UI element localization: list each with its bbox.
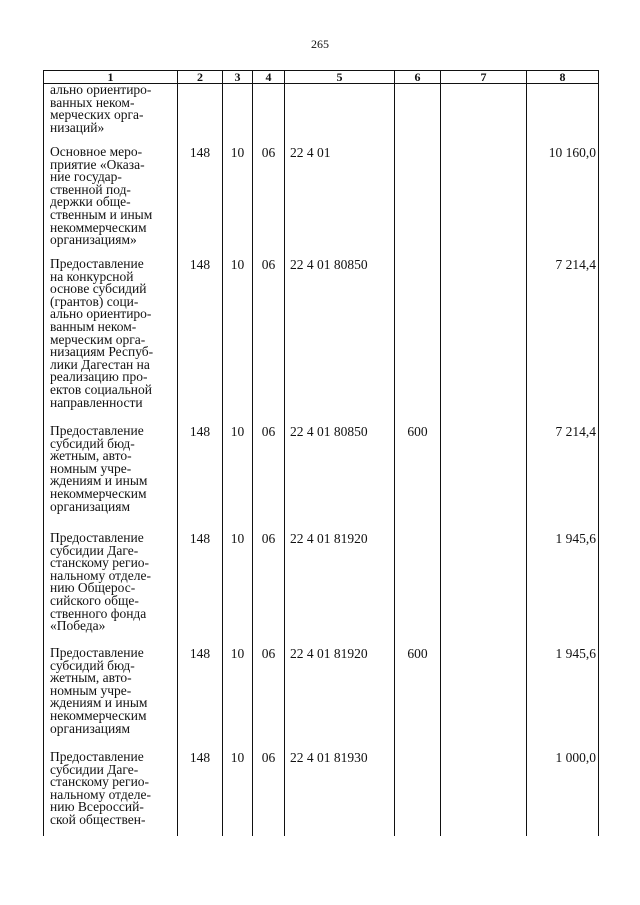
table-row bbox=[44, 647, 599, 751]
table-row bbox=[44, 425, 599, 532]
cell-c3: 10 bbox=[223, 425, 253, 532]
cell-c7 bbox=[441, 425, 527, 532]
cell-c6 bbox=[395, 258, 441, 425]
cell-c4: 06 bbox=[253, 751, 285, 836]
row-name: Основное меро- приятие «Оказа- ние государ- ственной под- держки обще- ственным и иным некоммерческим организациям» bbox=[50, 144, 153, 248]
cell-c5: 22 4 01 80850 bbox=[285, 425, 395, 532]
cell-c8: 7 214,4 bbox=[527, 425, 599, 532]
table-row bbox=[44, 258, 599, 425]
cell-c8 bbox=[527, 84, 599, 147]
row-name-cell bbox=[44, 146, 178, 258]
row-name-cell bbox=[44, 84, 178, 147]
table-row bbox=[44, 532, 599, 647]
column-header: 8 bbox=[527, 71, 599, 84]
cell-c8: 1 945,6 bbox=[527, 532, 599, 647]
cell-c2: 148 bbox=[178, 425, 223, 532]
cell-c5: 22 4 01 80850 bbox=[285, 258, 395, 425]
cell-c8: 7 214,4 bbox=[527, 258, 599, 425]
cell-c3: 10 bbox=[223, 146, 253, 258]
row-name: Предоставление субсидии Даге- станскому регио- нальному отделе- нию Общерос- сийского обще- ственного фонда «Победа» bbox=[50, 530, 151, 634]
cell-c2: 148 bbox=[178, 751, 223, 836]
cell-c4: 06 bbox=[253, 532, 285, 647]
cell-c7 bbox=[441, 84, 527, 147]
cell-c3: 10 bbox=[223, 647, 253, 751]
cell-c4 bbox=[253, 84, 285, 147]
cell-c5 bbox=[285, 84, 395, 147]
cell-c8: 10 160,0 bbox=[527, 146, 599, 258]
column-header: 1 bbox=[44, 71, 178, 84]
cell-c5: 22 4 01 bbox=[285, 146, 395, 258]
row-name-cell bbox=[44, 425, 178, 532]
column-header: 2 bbox=[178, 71, 223, 84]
cell-c2: 148 bbox=[178, 258, 223, 425]
cell-c4: 06 bbox=[253, 425, 285, 532]
row-name: ально ориентиро- ванных неком- мерческих орга- низаций» bbox=[50, 82, 152, 135]
column-header: 3 bbox=[223, 71, 253, 84]
cell-c4: 06 bbox=[253, 146, 285, 258]
page-number: 265 bbox=[311, 37, 329, 51]
cell-c3 bbox=[223, 84, 253, 147]
cell-c5: 22 4 01 81920 bbox=[285, 532, 395, 647]
table-row bbox=[44, 146, 599, 258]
table-row bbox=[44, 751, 599, 836]
column-header: 5 bbox=[285, 71, 395, 84]
cell-c2: 148 bbox=[178, 532, 223, 647]
cell-c4: 06 bbox=[253, 258, 285, 425]
row-name: Предоставление на конкурсной основе субсидий (грантов) соци- ально ориентиро- ванным неком- мерческим орга- низациям Респуб- лики Дагестан на реализацию про- ектов социальной направленности bbox=[50, 256, 154, 410]
cell-c6: 600 bbox=[395, 647, 441, 751]
cell-c5: 22 4 01 81920 bbox=[285, 647, 395, 751]
budget-table bbox=[43, 70, 599, 836]
column-header: 7 bbox=[441, 71, 527, 84]
cell-c5: 22 4 01 81930 bbox=[285, 751, 395, 836]
column-header: 6 bbox=[395, 71, 441, 84]
cell-c6 bbox=[395, 751, 441, 836]
cell-c6 bbox=[395, 146, 441, 258]
cell-c7 bbox=[441, 751, 527, 836]
cell-c7 bbox=[441, 532, 527, 647]
cell-c3: 10 bbox=[223, 532, 253, 647]
row-name-cell bbox=[44, 532, 178, 647]
cell-c3: 10 bbox=[223, 258, 253, 425]
cell-c7 bbox=[441, 647, 527, 751]
cell-c6 bbox=[395, 84, 441, 147]
cell-c6: 600 bbox=[395, 425, 441, 532]
cell-c6 bbox=[395, 532, 441, 647]
cell-c8: 1 000,0 bbox=[527, 751, 599, 836]
row-name: Предоставление субсидий бюд- жетным, авто- номным учре- ждениям и иным некоммерческим организациям bbox=[50, 423, 148, 514]
cell-c2: 148 bbox=[178, 647, 223, 751]
cell-c8: 1 945,6 bbox=[527, 647, 599, 751]
cell-c7 bbox=[441, 146, 527, 258]
column-header: 4 bbox=[253, 71, 285, 84]
table-row bbox=[44, 84, 599, 147]
cell-c4: 06 bbox=[253, 647, 285, 751]
row-name-cell bbox=[44, 751, 178, 836]
cell-c2 bbox=[178, 84, 223, 147]
row-name: Предоставление субсидии Даге- станскому регио- нальному отделе- нию Всероссий- ской обществен- bbox=[50, 749, 151, 827]
cell-c7 bbox=[441, 258, 527, 425]
row-name-cell bbox=[44, 647, 178, 751]
row-name-cell bbox=[44, 258, 178, 425]
cell-c2: 148 bbox=[178, 146, 223, 258]
cell-c3: 10 bbox=[223, 751, 253, 836]
row-name: Предоставление субсидий бюд- жетным, авто- номным учре- ждениям и иным некоммерческим организациям bbox=[50, 645, 148, 736]
